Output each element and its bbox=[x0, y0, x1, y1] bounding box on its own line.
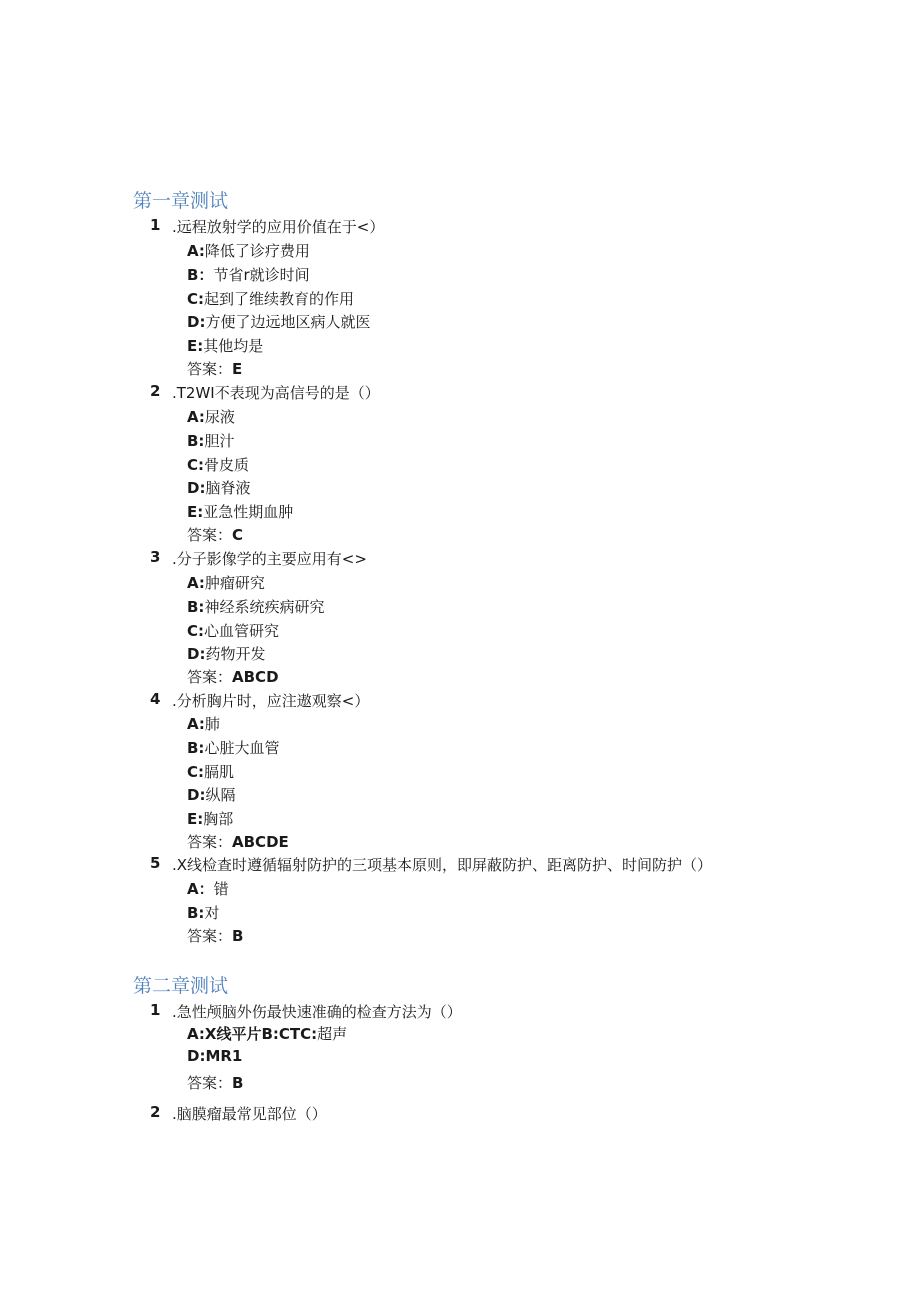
question-text: .脑膜瘤最常见部位（） bbox=[172, 1105, 327, 1123]
option-a: A:尿液 bbox=[187, 408, 235, 426]
answer: 答案：ABCDE bbox=[187, 833, 289, 851]
question-number: 4 bbox=[150, 690, 161, 708]
option-b: B:胆汁 bbox=[187, 432, 235, 450]
question-number: 2 bbox=[150, 1103, 161, 1121]
question-number: 1 bbox=[150, 1001, 161, 1019]
question-text: .分析胸片时，应注遨观察<） bbox=[172, 692, 370, 710]
chapter-title: 第一章测试 bbox=[133, 190, 229, 212]
option-a: A:肿瘤研究 bbox=[187, 574, 265, 592]
question-number: 5 bbox=[150, 854, 161, 872]
option-c: C:起到了维续教育的作用 bbox=[187, 290, 355, 308]
option-a: A:肺 bbox=[187, 715, 220, 733]
option-d: D:药物开发 bbox=[187, 645, 266, 663]
question-text: .T2WI不表现为高信号的是（） bbox=[172, 384, 380, 402]
question-number: 2 bbox=[150, 382, 161, 400]
option-line: D:MR1 bbox=[187, 1047, 243, 1065]
question-number: 1 bbox=[150, 216, 161, 234]
option-e: E:胸部 bbox=[187, 810, 234, 828]
option-d: D:方便了边远地区病人就医 bbox=[187, 313, 371, 331]
chapter-title: 第二章测试 bbox=[133, 975, 229, 997]
option-d: D:纵隔 bbox=[187, 786, 236, 804]
option-a: A：错 bbox=[187, 880, 229, 898]
answer: 答案：ABCD bbox=[187, 668, 279, 686]
option-c: C:骨皮质 bbox=[187, 456, 250, 474]
question-number: 3 bbox=[150, 548, 161, 566]
option-b: B：节省r就诊时间 bbox=[187, 266, 310, 284]
answer: 答案：E bbox=[187, 360, 243, 378]
answer: 答案：C bbox=[187, 526, 244, 544]
option-line: A:X线平片B:CTC:超声 bbox=[187, 1025, 348, 1043]
option-b: B:神经系统疾病研究 bbox=[187, 598, 325, 616]
question-text: .急性颅脑外伤最快速准确的检查方法为（） bbox=[172, 1003, 462, 1021]
option-a: A:降低了诊疗费用 bbox=[187, 242, 310, 260]
option-c: C:心血管研究 bbox=[187, 622, 280, 640]
option-d: D:脑脊液 bbox=[187, 479, 251, 497]
question-text: .分子影像学的主要应用有<> bbox=[172, 550, 367, 568]
option-e: E:其他均是 bbox=[187, 337, 264, 355]
option-b: B:心脏大血管 bbox=[187, 739, 280, 757]
option-e: E:亚急性期血肿 bbox=[187, 503, 294, 521]
question-text: .X线检查时遵循辐射防护的三项基本原则，即屏蔽防护、距离防护、时间防护（） bbox=[172, 856, 713, 874]
answer: 答案：B bbox=[187, 1074, 244, 1092]
question-text: .远程放射学的应用价值在于<） bbox=[172, 218, 385, 236]
option-b: B:对 bbox=[187, 904, 220, 922]
answer: 答案：B bbox=[187, 927, 244, 945]
option-c: C:膈肌 bbox=[187, 763, 235, 781]
